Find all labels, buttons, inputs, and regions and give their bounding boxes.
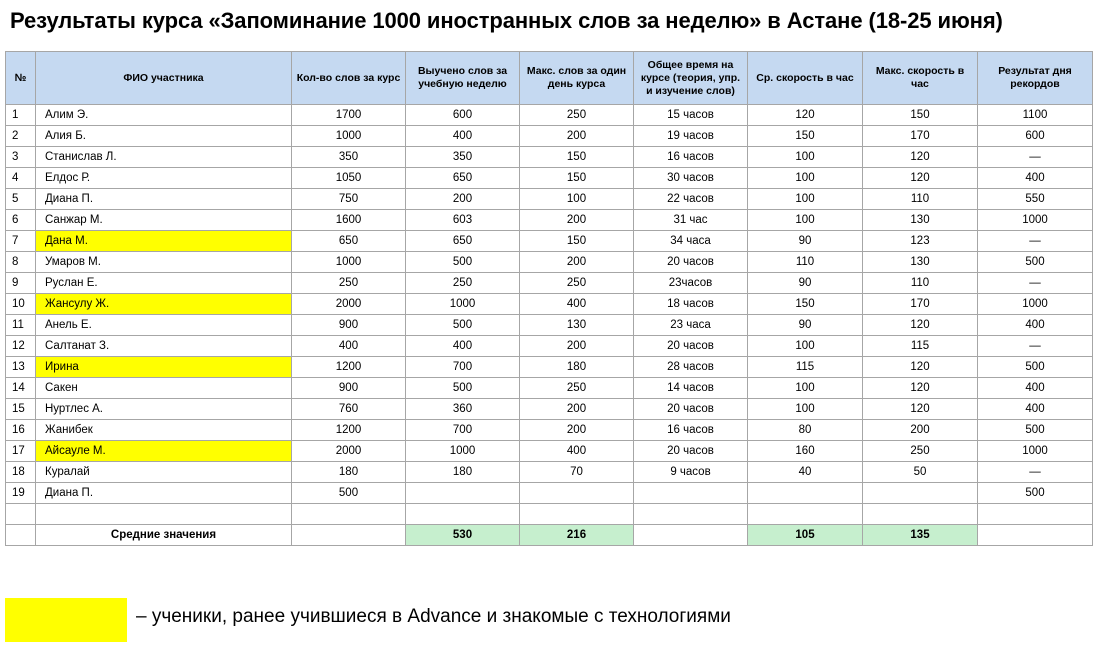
avg-empty-cell — [978, 525, 1093, 546]
cell-max-day: 130 — [520, 315, 634, 336]
cell-max-speed: 150 — [863, 105, 978, 126]
header-name: ФИО участника — [36, 52, 292, 105]
cell-total-time: 16 часов — [634, 147, 748, 168]
cell-max-speed: 50 — [863, 462, 978, 483]
cell-num: 17 — [6, 441, 36, 462]
cell-words-course: 750 — [292, 189, 406, 210]
cell-num: 6 — [6, 210, 36, 231]
cell-avg-speed: 100 — [748, 147, 863, 168]
cell-name: Алим Э. — [36, 105, 292, 126]
cell-num: 9 — [6, 273, 36, 294]
cell-name: Станислав Л. — [36, 147, 292, 168]
cell-total-time: 9 часов — [634, 462, 748, 483]
results-table — [5, 51, 1093, 546]
cell-words-course: 350 — [292, 147, 406, 168]
cell-learned-week: 360 — [406, 399, 520, 420]
cell-record: — — [978, 336, 1093, 357]
cell-max-speed — [863, 483, 978, 504]
cell-learned-week: 200 — [406, 189, 520, 210]
empty-row — [6, 504, 1093, 525]
cell-learned-week: 400 — [406, 336, 520, 357]
avg-learned-week: 530 — [406, 525, 520, 546]
cell-learned-week: 650 — [406, 231, 520, 252]
cell-avg-speed: 100 — [748, 168, 863, 189]
cell-max-day: 150 — [520, 147, 634, 168]
cell-name: Сакен — [36, 378, 292, 399]
cell-total-time — [634, 483, 748, 504]
cell-total-time: 31 час — [634, 210, 748, 231]
table-row — [6, 378, 1093, 399]
cell-words-course: 1050 — [292, 168, 406, 189]
table-row — [6, 399, 1093, 420]
cell-avg-speed: 120 — [748, 105, 863, 126]
table-row — [6, 147, 1093, 168]
cell-words-course: 1200 — [292, 420, 406, 441]
cell-max-speed: 115 — [863, 336, 978, 357]
cell-avg-speed: 100 — [748, 336, 863, 357]
cell-max-speed: 120 — [863, 168, 978, 189]
cell-words-course: 900 — [292, 315, 406, 336]
cell-name: Диана П. — [36, 189, 292, 210]
cell-record: 400 — [978, 399, 1093, 420]
cell-name: Алия Б. — [36, 126, 292, 147]
table-row — [6, 420, 1093, 441]
cell-max-day: 150 — [520, 231, 634, 252]
cell-words-course: 180 — [292, 462, 406, 483]
cell-record: 500 — [978, 420, 1093, 441]
cell-learned-week: 500 — [406, 378, 520, 399]
cell-name: Нуртлес А. — [36, 399, 292, 420]
cell-learned-week: 603 — [406, 210, 520, 231]
empty-cell — [978, 504, 1093, 525]
empty-cell — [748, 504, 863, 525]
cell-total-time: 23 часа — [634, 315, 748, 336]
header-record: Результат дня рекордов — [978, 52, 1093, 105]
page-title: Результаты курса «Запоминание 1000 иностранных слов за неделю» в Астане (18-25 июня) — [10, 8, 1003, 33]
cell-total-time: 30 часов — [634, 168, 748, 189]
cell-max-day: 200 — [520, 126, 634, 147]
cell-record: 500 — [978, 357, 1093, 378]
avg-empty-cell — [292, 525, 406, 546]
table-row — [6, 273, 1093, 294]
cell-num: 2 — [6, 126, 36, 147]
header-num: № — [6, 52, 36, 105]
cell-num: 13 — [6, 357, 36, 378]
cell-num: 4 — [6, 168, 36, 189]
cell-num: 14 — [6, 378, 36, 399]
cell-max-speed: 120 — [863, 315, 978, 336]
cell-total-time: 15 часов — [634, 105, 748, 126]
header-row — [6, 52, 1093, 105]
cell-num: 18 — [6, 462, 36, 483]
cell-num: 8 — [6, 252, 36, 273]
legend-color-swatch — [5, 598, 127, 642]
cell-words-course: 2000 — [292, 294, 406, 315]
cell-learned-week: 600 — [406, 105, 520, 126]
cell-learned-week: 400 — [406, 126, 520, 147]
cell-words-course: 1700 — [292, 105, 406, 126]
cell-name: Елдос Р. — [36, 168, 292, 189]
header-learned-week: Выучено слов за учебную неделю — [406, 52, 520, 105]
cell-words-course: 2000 — [292, 441, 406, 462]
cell-max-speed: 110 — [863, 273, 978, 294]
cell-total-time: 18 часов — [634, 294, 748, 315]
empty-cell — [520, 504, 634, 525]
cell-max-day: 150 — [520, 168, 634, 189]
table-row — [6, 357, 1093, 378]
cell-record: 400 — [978, 378, 1093, 399]
header-max-speed: Макс. скорость в час — [863, 52, 978, 105]
cell-record: — — [978, 462, 1093, 483]
cell-record: 600 — [978, 126, 1093, 147]
cell-avg-speed: 160 — [748, 441, 863, 462]
cell-name: Куралай — [36, 462, 292, 483]
cell-learned-week — [406, 483, 520, 504]
cell-words-course: 1000 — [292, 126, 406, 147]
cell-max-speed: 120 — [863, 399, 978, 420]
cell-avg-speed: 100 — [748, 210, 863, 231]
table-row — [6, 441, 1093, 462]
cell-max-day: 400 — [520, 294, 634, 315]
cell-max-day: 180 — [520, 357, 634, 378]
cell-record: — — [978, 231, 1093, 252]
cell-learned-week: 180 — [406, 462, 520, 483]
empty-cell — [406, 504, 520, 525]
cell-name: Жанибек — [36, 420, 292, 441]
cell-name: Жансулу Ж. — [36, 294, 292, 315]
cell-avg-speed: 90 — [748, 315, 863, 336]
cell-max-day: 200 — [520, 210, 634, 231]
cell-record: 400 — [978, 168, 1093, 189]
avg-empty-cell — [6, 525, 36, 546]
cell-num: 7 — [6, 231, 36, 252]
table-row — [6, 294, 1093, 315]
cell-max-speed: 120 — [863, 378, 978, 399]
cell-record: 550 — [978, 189, 1093, 210]
cell-name: Анель Е. — [36, 315, 292, 336]
table-row — [6, 462, 1093, 483]
avg-max-day: 216 — [520, 525, 634, 546]
cell-max-speed: 130 — [863, 210, 978, 231]
cell-avg-speed: 100 — [748, 189, 863, 210]
cell-avg-speed: 40 — [748, 462, 863, 483]
cell-record: — — [978, 273, 1093, 294]
cell-total-time: 23часов — [634, 273, 748, 294]
cell-record: — — [978, 147, 1093, 168]
cell-avg-speed: 100 — [748, 399, 863, 420]
cell-words-course: 1000 — [292, 252, 406, 273]
cell-max-speed: 110 — [863, 189, 978, 210]
cell-learned-week: 700 — [406, 420, 520, 441]
cell-max-day: 250 — [520, 378, 634, 399]
cell-learned-week: 1000 — [406, 294, 520, 315]
cell-learned-week: 500 — [406, 252, 520, 273]
header-total-time: Общее время на курсе (теория, упр. и изучение слов) — [634, 52, 748, 105]
cell-num: 12 — [6, 336, 36, 357]
cell-name: Дана М. — [36, 231, 292, 252]
table-row — [6, 168, 1093, 189]
cell-avg-speed: 150 — [748, 126, 863, 147]
cell-max-day: 200 — [520, 420, 634, 441]
cell-avg-speed: 110 — [748, 252, 863, 273]
cell-max-speed: 130 — [863, 252, 978, 273]
table-row — [6, 126, 1093, 147]
avg-avg-speed: 105 — [748, 525, 863, 546]
cell-max-day: 200 — [520, 399, 634, 420]
cell-learned-week: 500 — [406, 315, 520, 336]
table-row — [6, 105, 1093, 126]
cell-name: Диана П. — [36, 483, 292, 504]
cell-learned-week: 1000 — [406, 441, 520, 462]
cell-words-course: 900 — [292, 378, 406, 399]
cell-name: Ирина — [36, 357, 292, 378]
cell-max-speed: 200 — [863, 420, 978, 441]
cell-total-time: 22 часов — [634, 189, 748, 210]
cell-num: 16 — [6, 420, 36, 441]
cell-record: 500 — [978, 483, 1093, 504]
cell-avg-speed: 100 — [748, 378, 863, 399]
cell-total-time: 34 часа — [634, 231, 748, 252]
cell-learned-week: 250 — [406, 273, 520, 294]
cell-avg-speed — [748, 483, 863, 504]
cell-max-speed: 170 — [863, 126, 978, 147]
cell-record: 1000 — [978, 441, 1093, 462]
cell-avg-speed: 150 — [748, 294, 863, 315]
cell-learned-week: 700 — [406, 357, 520, 378]
cell-avg-speed: 90 — [748, 231, 863, 252]
cell-name: Санжар М. — [36, 210, 292, 231]
empty-cell — [634, 504, 748, 525]
cell-learned-week: 350 — [406, 147, 520, 168]
cell-max-day: 200 — [520, 336, 634, 357]
cell-max-speed: 123 — [863, 231, 978, 252]
cell-max-speed: 120 — [863, 357, 978, 378]
cell-total-time: 19 часов — [634, 126, 748, 147]
table-row — [6, 336, 1093, 357]
cell-words-course: 400 — [292, 336, 406, 357]
cell-name: Руслан Е. — [36, 273, 292, 294]
cell-max-speed: 250 — [863, 441, 978, 462]
cell-num: 19 — [6, 483, 36, 504]
cell-num: 15 — [6, 399, 36, 420]
cell-avg-speed: 115 — [748, 357, 863, 378]
cell-max-day: 250 — [520, 105, 634, 126]
cell-max-day: 250 — [520, 273, 634, 294]
cell-max-speed: 120 — [863, 147, 978, 168]
avg-max-speed: 135 — [863, 525, 978, 546]
cell-num: 5 — [6, 189, 36, 210]
header-avg-speed: Ср. скорость в час — [748, 52, 863, 105]
cell-record: 500 — [978, 252, 1093, 273]
cell-record: 400 — [978, 315, 1093, 336]
cell-record: 1000 — [978, 210, 1093, 231]
avg-empty-cell — [634, 525, 748, 546]
header-words-course: Кол-во слов за курс — [292, 52, 406, 105]
cell-words-course: 650 — [292, 231, 406, 252]
table-row — [6, 189, 1093, 210]
empty-cell — [292, 504, 406, 525]
cell-total-time: 20 часов — [634, 399, 748, 420]
cell-learned-week: 650 — [406, 168, 520, 189]
cell-total-time: 20 часов — [634, 252, 748, 273]
cell-name: Салтанат З. — [36, 336, 292, 357]
cell-num: 11 — [6, 315, 36, 336]
cell-total-time: 16 часов — [634, 420, 748, 441]
cell-total-time: 20 часов — [634, 336, 748, 357]
cell-num: 10 — [6, 294, 36, 315]
cell-avg-speed: 90 — [748, 273, 863, 294]
cell-name: Айсауле М. — [36, 441, 292, 462]
empty-cell — [36, 504, 292, 525]
cell-max-day: 400 — [520, 441, 634, 462]
cell-name: Умаров М. — [36, 252, 292, 273]
cell-max-day: 200 — [520, 252, 634, 273]
cell-max-day: 100 — [520, 189, 634, 210]
empty-cell — [6, 504, 36, 525]
table-row — [6, 231, 1093, 252]
cell-num: 1 — [6, 105, 36, 126]
cell-max-speed: 170 — [863, 294, 978, 315]
cell-record: 1000 — [978, 294, 1093, 315]
table-row — [6, 315, 1093, 336]
table-row — [6, 252, 1093, 273]
cell-avg-speed: 80 — [748, 420, 863, 441]
cell-words-course: 760 — [292, 399, 406, 420]
table-row — [6, 210, 1093, 231]
cell-num: 3 — [6, 147, 36, 168]
cell-max-day — [520, 483, 634, 504]
cell-max-day: 70 — [520, 462, 634, 483]
cell-words-course: 500 — [292, 483, 406, 504]
cell-total-time: 20 часов — [634, 441, 748, 462]
empty-cell — [863, 504, 978, 525]
cell-total-time: 14 часов — [634, 378, 748, 399]
cell-total-time: 28 часов — [634, 357, 748, 378]
cell-words-course: 1600 — [292, 210, 406, 231]
cell-words-course: 1200 — [292, 357, 406, 378]
header-max-day: Макс. слов за один день курса — [520, 52, 634, 105]
legend-text: – ученики, ранее учившиеся в Advance и знакомые с технологиями — [136, 606, 731, 627]
averages-row — [6, 525, 1093, 546]
cell-words-course: 250 — [292, 273, 406, 294]
averages-label: Средние значения — [36, 525, 292, 546]
cell-record: 1100 — [978, 105, 1093, 126]
table-row — [6, 483, 1093, 504]
